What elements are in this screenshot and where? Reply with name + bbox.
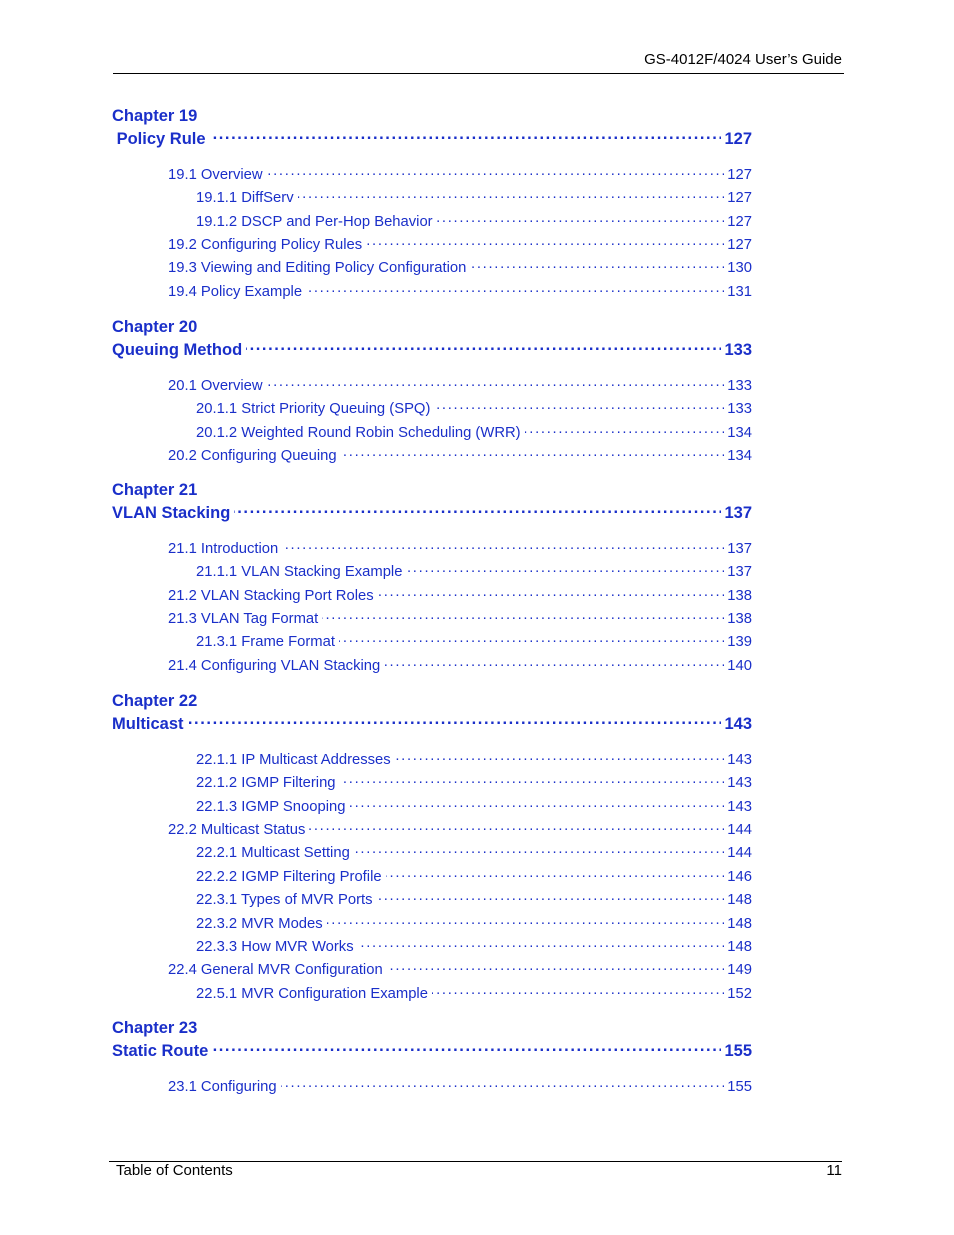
toc-entry-page-number[interactable]: 155 (727, 1078, 752, 1095)
chapter-title-row[interactable] (112, 127, 752, 149)
toc-entry[interactable] (196, 749, 752, 768)
toc-entry[interactable] (168, 281, 752, 300)
toc-entry[interactable] (196, 913, 752, 932)
footer-page-number: 11 (826, 1162, 842, 1179)
toc-entry-label[interactable]: 20.2 Configuring Queuing (168, 447, 337, 464)
document-header-title: GS-4012F/4024 User’s Guide (644, 51, 842, 68)
toc-entry-page-number[interactable]: 140 (727, 657, 752, 674)
dot-leader (267, 375, 725, 390)
chapter-label[interactable]: Chapter 20 (112, 318, 198, 336)
toc-entry-page-number[interactable]: 127 (727, 236, 752, 253)
dot-leader (525, 422, 725, 437)
toc-entry-page-number[interactable]: 130 (727, 260, 752, 277)
toc-entry[interactable] (196, 772, 752, 791)
toc-entry[interactable] (196, 936, 752, 955)
toc-entry-page-number[interactable]: 138 (727, 610, 752, 627)
toc-entry-page-number[interactable]: 143 (727, 798, 752, 815)
chapter-title-row[interactable] (112, 712, 752, 734)
toc-entry-label[interactable]: 22.5.1 MVR Configuration Example (196, 985, 428, 1002)
chapter-title[interactable]: Multicast (112, 714, 184, 733)
chapter-page-number[interactable]: 137 (724, 503, 752, 522)
toc-entry-label[interactable]: 21.4 Configuring VLAN Stacking (168, 657, 381, 674)
chapter-title-row[interactable] (112, 501, 752, 523)
toc-entry-label[interactable]: 22.3.2 MVR Modes (196, 915, 323, 932)
toc-entry[interactable] (196, 561, 752, 580)
dot-leader (358, 936, 725, 951)
toc-entry-label[interactable]: 21.2 VLAN Stacking Port Roles (168, 587, 374, 604)
dot-leader (349, 796, 724, 811)
dot-leader (282, 538, 724, 553)
dot-leader (395, 749, 725, 764)
chapter-title-row[interactable] (112, 1039, 752, 1061)
dot-leader (437, 211, 725, 226)
toc-entry[interactable] (196, 211, 752, 230)
toc-entry-page-number[interactable]: 133 (727, 401, 752, 418)
toc-entry-page-number[interactable]: 127 (727, 190, 752, 207)
toc-entry[interactable] (196, 843, 752, 862)
toc-entry-label[interactable]: 22.1.1 IP Multicast Addresses (196, 751, 391, 768)
toc-entry[interactable] (168, 585, 752, 604)
dot-leader (406, 561, 724, 576)
toc-entry[interactable] (168, 538, 752, 557)
toc-entry-label[interactable]: 21.1 Introduction (168, 540, 279, 557)
toc-entry[interactable] (168, 445, 752, 464)
toc-entry[interactable] (168, 1076, 752, 1095)
dot-leader (384, 655, 724, 670)
toc-entry[interactable] (196, 422, 752, 441)
toc-entry-label[interactable]: 21.3 VLAN Tag Format (168, 610, 319, 627)
toc-entry-label[interactable]: 19.1 Overview (168, 166, 263, 183)
chapter-label[interactable]: Chapter 21 (112, 481, 198, 499)
dot-leader (354, 843, 724, 858)
toc-entry[interactable] (196, 632, 752, 651)
chapter-label[interactable]: Chapter 19 (112, 107, 198, 125)
dot-leader (210, 127, 722, 144)
toc-entry-page-number[interactable]: 152 (727, 985, 752, 1002)
toc-entry-label[interactable]: 19.3 Viewing and Editing Policy Configuration (168, 260, 467, 277)
toc-entry[interactable] (168, 819, 752, 838)
dot-leader (341, 445, 725, 460)
toc-entry-page-number[interactable]: 137 (727, 540, 752, 557)
dot-leader (432, 983, 724, 998)
chapter-title[interactable]: VLAN Stacking (112, 503, 231, 522)
toc-entry[interactable] (168, 234, 752, 253)
toc-entry[interactable] (168, 960, 752, 979)
toc-entry[interactable] (196, 889, 752, 908)
dot-leader (246, 338, 721, 355)
chapter-title[interactable]: Policy Rule (112, 129, 206, 148)
chapter-page-number[interactable]: 143 (724, 714, 752, 733)
toc-entry-page-number[interactable]: 138 (727, 587, 752, 604)
toc-entry-page-number[interactable]: 144 (727, 845, 752, 862)
toc-entry[interactable] (196, 398, 752, 417)
toc-entry[interactable] (168, 164, 752, 183)
toc-entry-page-number[interactable]: 131 (727, 283, 752, 300)
toc-entry[interactable] (196, 866, 752, 885)
toc-entry[interactable] (196, 796, 752, 815)
toc-entry-label[interactable]: 22.1.2 IGMP Filtering (196, 775, 336, 792)
toc-entry-page-number[interactable]: 143 (727, 751, 752, 768)
dot-leader (306, 281, 724, 296)
toc-entry[interactable] (168, 375, 752, 394)
toc-entry[interactable] (168, 608, 752, 627)
footer-section-title: Table of Contents (116, 1162, 233, 1179)
toc-entry-label[interactable]: 20.1 Overview (168, 377, 263, 394)
dot-leader (434, 398, 724, 413)
dot-leader (188, 712, 722, 729)
toc-entry-label[interactable]: 19.1.1 DiffServ (196, 190, 294, 207)
dot-leader (267, 164, 725, 179)
toc-entry-label[interactable]: 21.3.1 Frame Format (196, 634, 335, 651)
toc-entry-page-number[interactable]: 137 (727, 564, 752, 581)
dot-leader (327, 913, 725, 928)
toc-entry-page-number[interactable]: 148 (727, 915, 752, 932)
dot-leader (387, 960, 725, 975)
toc-entry-label[interactable]: 22.1.3 IGMP Snooping (196, 798, 346, 815)
toc-entry-label[interactable]: 22.3.1 Types of MVR Ports (196, 892, 373, 909)
toc-entry-label[interactable]: 22.2.2 IGMP Filtering Profile (196, 868, 382, 885)
toc-entry-label[interactable]: 21.1.1 VLAN Stacking Example (196, 564, 403, 581)
dot-leader (322, 608, 724, 623)
dot-leader (212, 1039, 721, 1056)
chapter-page-number[interactable]: 155 (724, 1041, 752, 1060)
dot-leader (378, 585, 725, 600)
toc-entry-page-number[interactable]: 134 (727, 424, 752, 441)
toc-entry-page-number[interactable]: 144 (727, 821, 752, 838)
toc-entry-label[interactable]: 19.2 Configuring Policy Rules (168, 236, 363, 253)
toc-entry-label[interactable]: 20.1.2 Weighted Round Robin Scheduling (WRR) (196, 424, 521, 441)
chapter-title-row[interactable] (112, 338, 752, 360)
toc-entry[interactable] (196, 187, 752, 206)
dot-leader (339, 632, 724, 647)
chapter-label[interactable]: Chapter 23 (112, 1019, 198, 1037)
dot-leader (309, 819, 724, 834)
dot-leader (366, 234, 724, 249)
dot-leader (470, 258, 724, 273)
toc-entry[interactable] (168, 258, 752, 277)
toc-entry-label[interactable]: 22.2 Multicast Status (168, 821, 306, 838)
dot-leader (281, 1076, 725, 1091)
toc-entry-label[interactable]: 23.1 Configuring (168, 1078, 277, 1095)
toc-entry-page-number[interactable]: 139 (727, 634, 752, 651)
toc-entry-page-number[interactable]: 146 (727, 868, 752, 885)
dot-leader (298, 187, 725, 202)
dot-leader (386, 866, 725, 881)
toc-entry-label[interactable]: 22.4 General MVR Configuration (168, 962, 383, 979)
toc-entry-page-number[interactable]: 127 (727, 166, 752, 183)
toc-entry-label[interactable]: 22.2.1 Multicast Setting (196, 845, 350, 862)
toc-entry[interactable] (196, 983, 752, 1002)
toc-entry-page-number[interactable]: 148 (727, 938, 752, 955)
chapter-page-number[interactable]: 127 (724, 129, 752, 148)
toc-entry[interactable] (168, 655, 752, 674)
chapter-page-number[interactable]: 133 (724, 340, 752, 359)
chapter-title[interactable]: Queuing Method (112, 340, 243, 359)
toc-entry-page-number[interactable]: 127 (727, 213, 752, 230)
toc-entry-label[interactable]: 22.3.3 How MVR Works (196, 938, 354, 955)
toc-entry-label[interactable]: 19.1.2 DSCP and Per-Hop Behavior (196, 213, 433, 230)
dot-leader (340, 772, 725, 787)
toc-entry-page-number[interactable]: 133 (727, 377, 752, 394)
toc-entry-page-number[interactable]: 134 (727, 447, 752, 464)
toc-entry-label[interactable]: 20.1.1 Strict Priority Queuing (SPQ) (196, 401, 431, 418)
toc-entry-label[interactable]: 19.4 Policy Example (168, 283, 303, 300)
dot-leader (377, 889, 725, 904)
chapter-title[interactable]: Static Route (112, 1041, 209, 1060)
toc-entry-page-number[interactable]: 143 (727, 775, 752, 792)
chapter-label[interactable]: Chapter 22 (112, 692, 198, 710)
dot-leader (234, 501, 721, 518)
toc-entry-page-number[interactable]: 149 (727, 962, 752, 979)
toc-entry-page-number[interactable]: 148 (727, 892, 752, 909)
